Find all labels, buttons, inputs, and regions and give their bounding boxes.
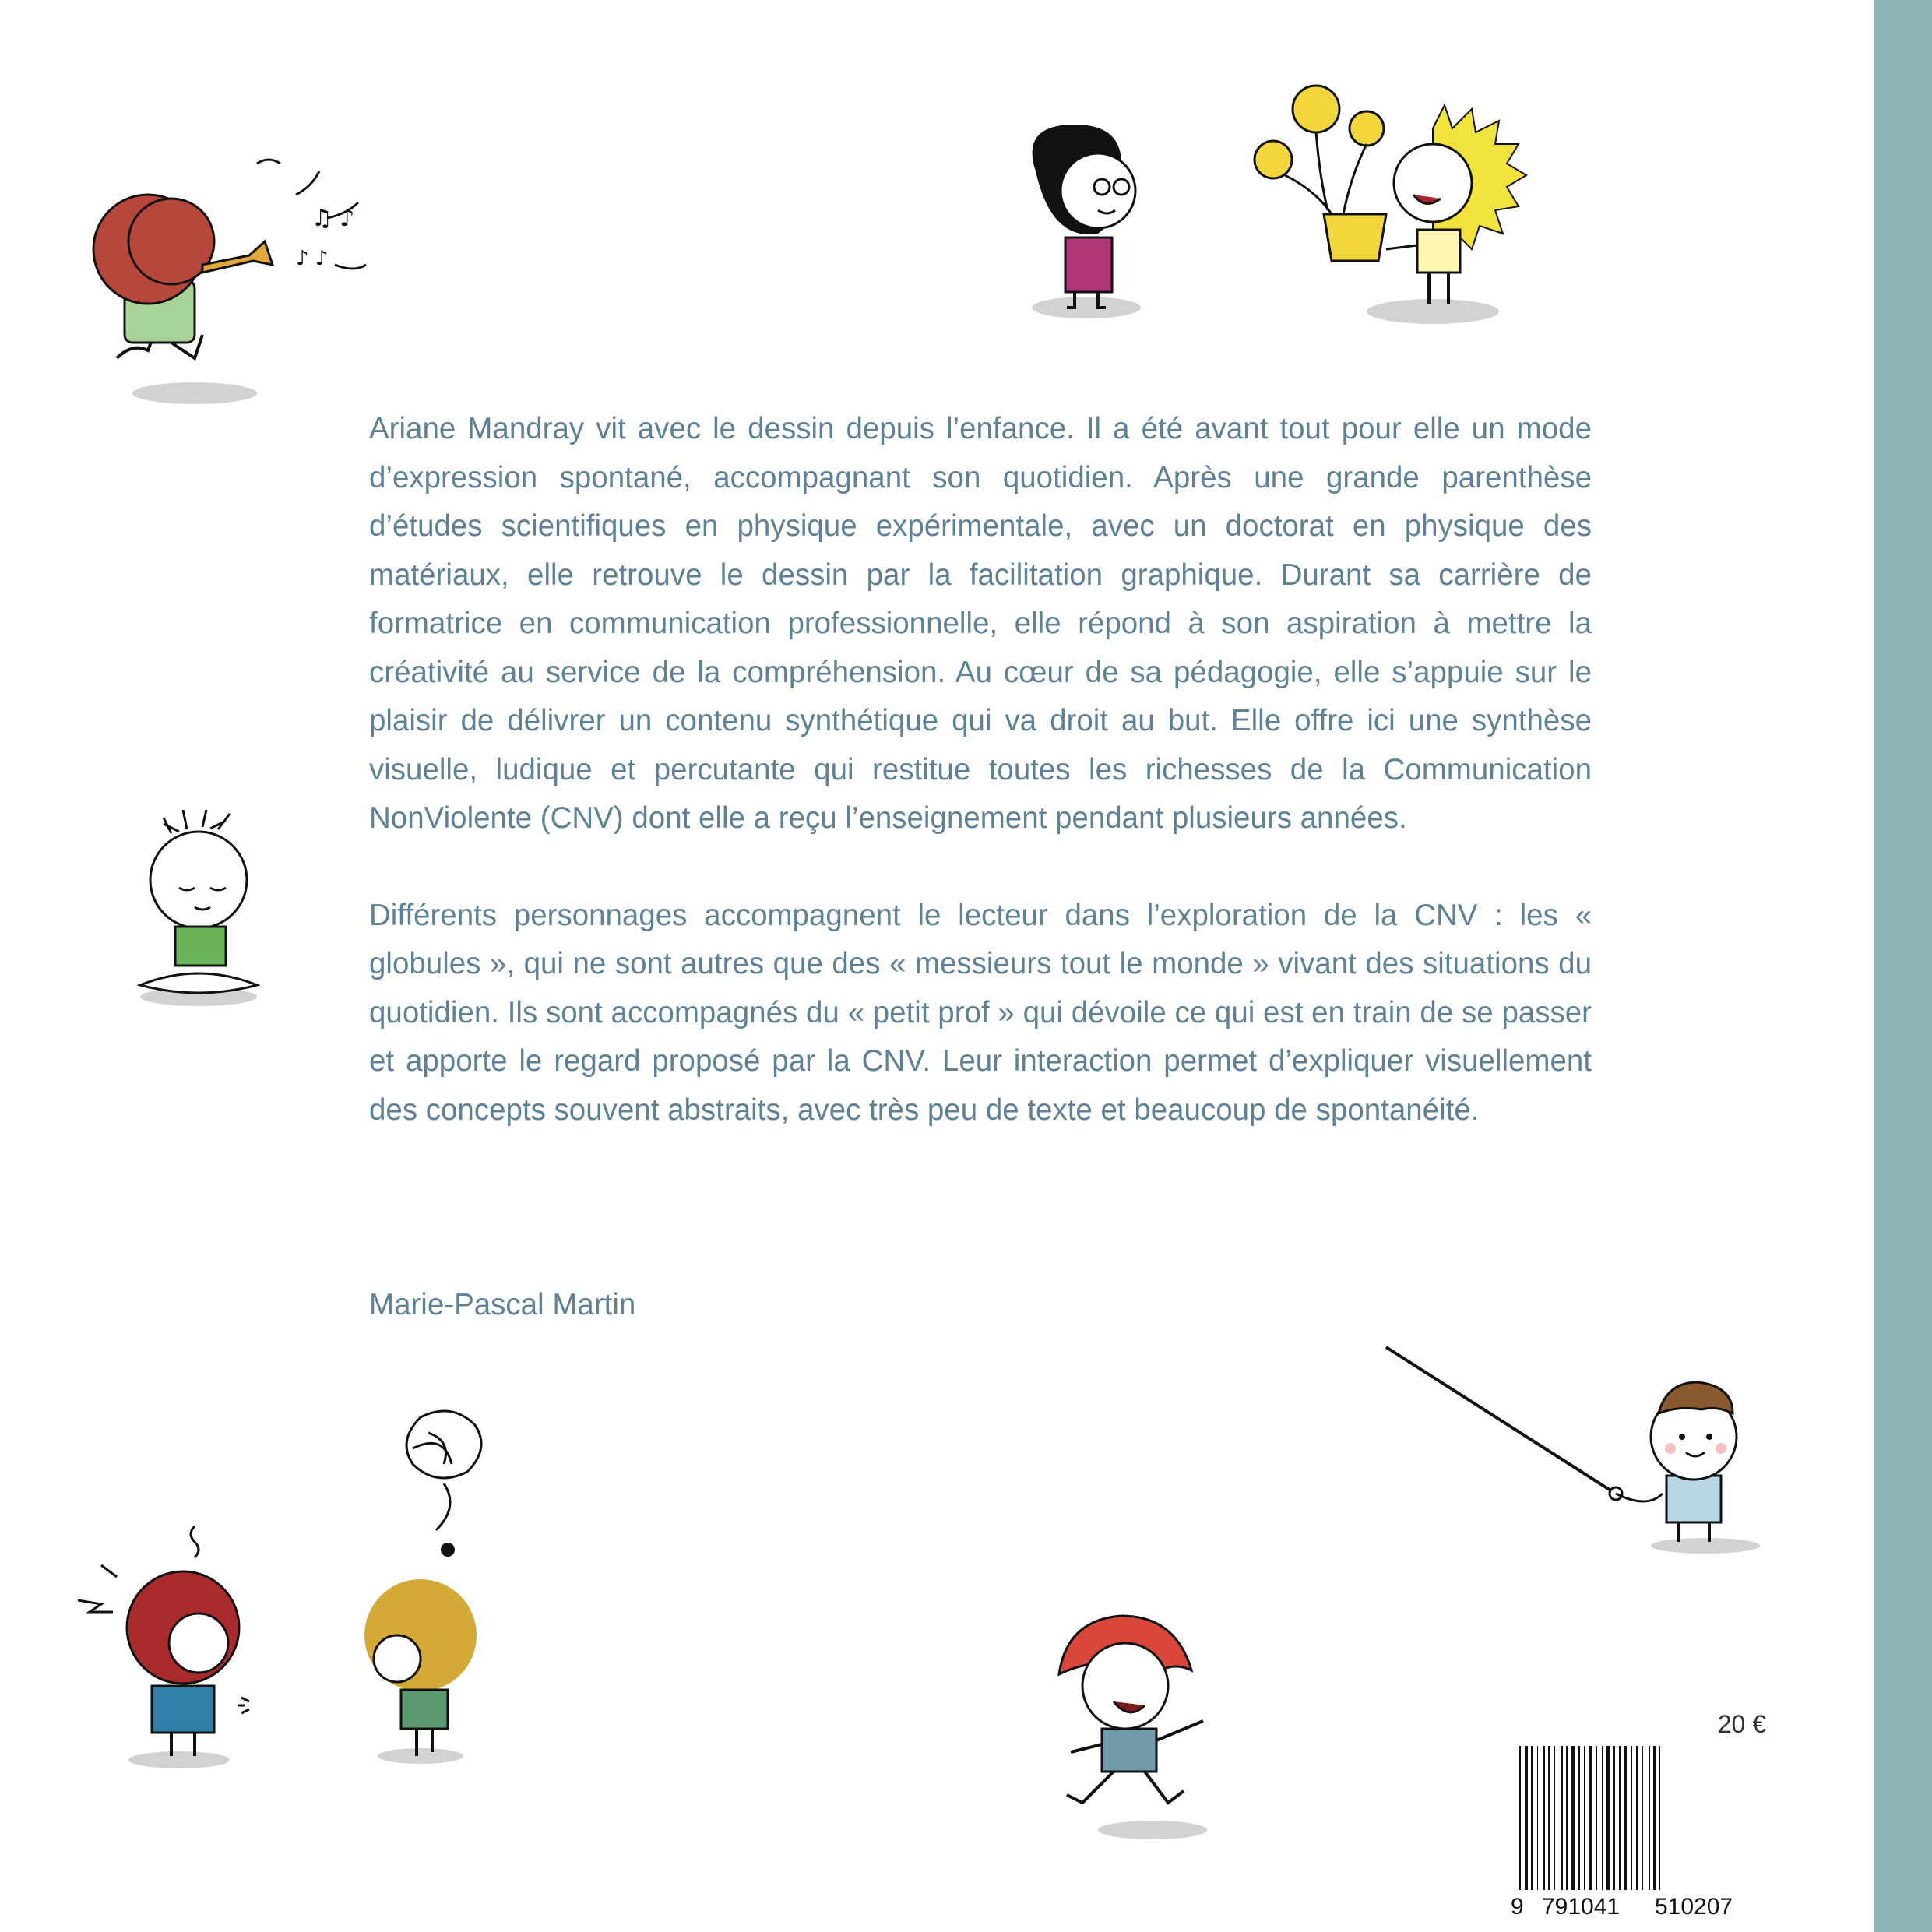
confused-character-illustration [350,1402,553,1775]
characters-paragraph: Différents personnages accompagnent le lecteur dans l’exploration de la CNV : les « globules », qui ne sont autres que des « messieurs tout le monde » vivant des situations du quotidien. Ils sont accompagnés du « petit prof » qui dévoile ce qui est en train de se passer et apporte le regard proposé par la CNV. Leur interaction permet d’expliquer visuellement des concepts souvent abstraits, avec très peu de texte et beaucoup de spontanéité. [369,898,1592,1127]
book-spine [1874,0,1932,1932]
isbn-barcode [1511,1746,1768,1920]
barcode-digit-group-1: 791041 [1542,1894,1621,1920]
running-character-illustration [1020,1612,1254,1846]
meditating-character-illustration [125,810,280,1012]
price-label: 20 € [1717,1710,1766,1738]
barcode-bars [1511,1746,1768,1898]
angry-character-illustration [70,1511,288,1775]
svg-text:♫ ♪: ♫ ♪ [311,205,355,232]
lightbulb-plant-illustration [1238,66,1550,331]
barcode-digit-group-2: 510207 [1655,1894,1733,1920]
svg-text:♪ ♪: ♪ ♪ [296,247,329,270]
signature: Marie-Pascal Martin [369,1288,636,1321]
author-biography [369,405,1592,1135]
barcode-digit-prefix: 9 [1511,1894,1524,1920]
biography-paragraph: Ariane Mandray vit avec le dessin depuis l’enfance. Il a été avant tout pour elle un mode d’expression spontané, accompagnant son quotidien. Après une grande parenthèse d’études scientifiques en physique expérimentale, avec un doctorat en physique des matériaux, elle retrouve le dessin par la facilitation graphique. Durant sa carrière de formatrice en communication professionnelle, elle répond à son aspiration à mettre la créativité au service de la compréhension. Au cœur de sa pédagogie, elle s’appuie sur le plaisir de délivrer un contenu synthétique qui va droit au but. Elle offre ici une synthèse visuelle, ludique et percutante qui restitue toutes les richesses de la Communication NonViolente (CNV) dont elle a reçu l’enseignement pendant plusieurs années. [369,412,1592,835]
trumpet-player-illustration [62,148,436,413]
glasses-character-illustration [1012,117,1168,327]
pointer-teacher-illustration [1378,1339,1783,1573]
